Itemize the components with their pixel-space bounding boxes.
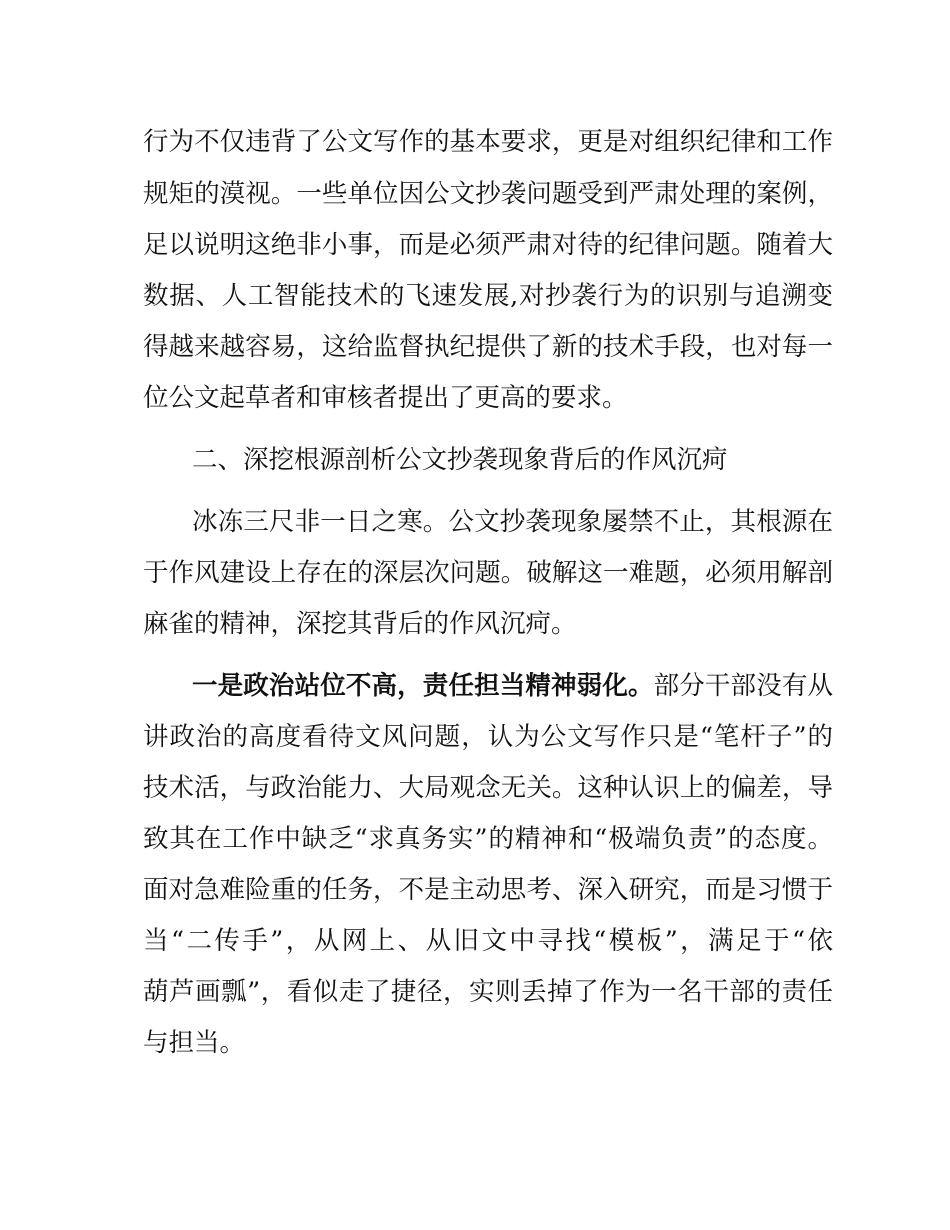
paragraph1-line-6: 位公文起草者和审核者提出了更高的要求。 — [143, 383, 628, 413]
paragraph2-line-3: 麻雀的精神，深挖其背后的作风沉疴。 — [143, 609, 577, 639]
paragraph3-line-5: 面对急难险重的任务，不是主动思考、深入研究，而是习惯于 — [143, 875, 833, 905]
paragraph3-bold-lead: 一是政治站位不高，责任担当精神弱化。 — [192, 671, 654, 701]
paragraph1-line-1: 行为不仅违背了公文写作的基本要求，更是对组织纪律和工作 — [143, 127, 833, 157]
paragraph3-line-7: 葫芦画瓢”，看似走了捷径，实则丢掉了作为一名干部的责任 — [143, 977, 833, 1007]
paragraph1-line-5: 得越来越容易，这给监督执纪提供了新的技术手段，也对每一 — [143, 332, 833, 362]
paragraph1-line-4: 数据、人工智能技术的飞速发展,对抄袭行为的识别与追溯变 — [143, 281, 833, 311]
paragraph3-line-8: 与担当。 — [143, 1028, 246, 1058]
paragraph3-line-3: 技术活，与政治能力、大局观念无关。这种认识上的偏差，导 — [143, 773, 833, 803]
paragraph3-first-line-rest: 部分干部没有从 — [653, 671, 833, 701]
paragraph3-line-1 — [192, 669, 833, 703]
paragraph1-line-2: 规矩的漠视。一些单位因公文抄袭问题受到严肃处理的案例， — [143, 179, 833, 209]
paragraph3-line-4: 致其在工作中缺乏“求真务实”的精神和“极端负责”的态度。 — [143, 824, 833, 854]
paragraph3-line-2: 讲政治的高度看待文风问题，认为公文写作只是“笔杆子”的 — [143, 722, 833, 752]
section-heading: 二、深挖根源剖析公文抄袭现象背后的作风沉疴 — [192, 445, 728, 475]
paragraph1-line-3: 足以说明这绝非小事，而是必须严肃对待的纪律问题。随着大 — [143, 230, 833, 260]
paragraph3-line-6: 当“二传手”，从网上、从旧文中寻找“模板”，满足于“依 — [143, 926, 833, 956]
paragraph2-line-1: 冰冻三尺非一日之寒。公文抄袭现象屡禁不止，其根源在 — [192, 507, 833, 537]
paragraph2-line-2: 于作风建设上存在的深层次问题。破解这一难题，必须用解剖 — [143, 558, 833, 588]
